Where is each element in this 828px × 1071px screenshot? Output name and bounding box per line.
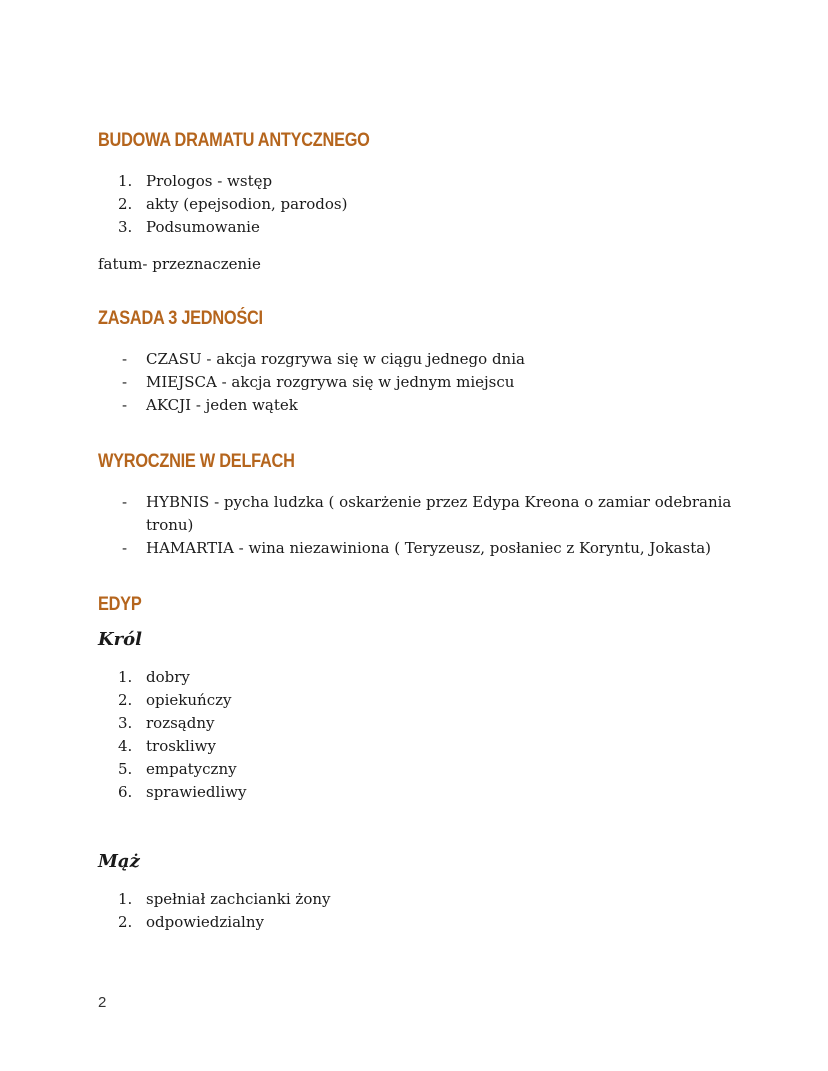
list-item: 3. rozsądny [118, 714, 215, 732]
list-item: 2. odpowiedzialny [118, 913, 264, 931]
page-number: 2 [98, 994, 107, 1011]
list-item: 2. akty (epejsodion, parodos) [118, 195, 348, 213]
heading-budowa: BUDOWA DRAMATU ANTYCZNEGO [98, 130, 370, 151]
list-wyrocznie [98, 491, 738, 560]
fatum-paragraph: fatum- przeznaczenie [98, 255, 261, 273]
list-item: 6. sprawiedliwy [118, 783, 247, 801]
list-item: 2. opiekuńczy [118, 691, 232, 709]
list-item: - HYBNIS - pycha ludzka ( oskarżenie przez Edypa Kreona o zamiar odebrania tronu) [122, 493, 732, 534]
list-item: - HAMARTIA - wina niezawiniona ( Teryzeusz, posłaniec z Koryntu, Jokasta) [122, 539, 712, 557]
list-item: 4. troskliwy [118, 737, 216, 755]
list-item: 3. Podsumowanie [118, 218, 260, 236]
list-item: 1. Prologos - wstęp [118, 172, 273, 190]
list-item: - AKCJI - jeden wątek [122, 396, 298, 414]
list-item: - MIEJSCA - akcja rozgrywa się w jednym miejscu [122, 373, 515, 391]
heading-zasada: ZASADA 3 JEDNOŚCI [98, 308, 263, 329]
list-item: - CZASU - akcja rozgrywa się w ciągu jednego dnia [122, 350, 525, 368]
list-budowa [98, 170, 738, 239]
subheading-krol: Król [98, 629, 142, 650]
heading-edyp: EDYP [98, 594, 142, 615]
list-krol [98, 666, 738, 804]
subheading-maz: Mąż [98, 851, 140, 872]
heading-wyrocznie: WYROCZNIE W DELFACH [98, 451, 295, 472]
list-item: 5. empatyczny [118, 760, 237, 778]
list-maz [98, 888, 738, 934]
list-item: 1. dobry [118, 668, 190, 686]
page-content [98, 128, 738, 934]
list-zasada [98, 348, 738, 417]
list-item: 1. spełniał zachcianki żony [118, 890, 331, 908]
